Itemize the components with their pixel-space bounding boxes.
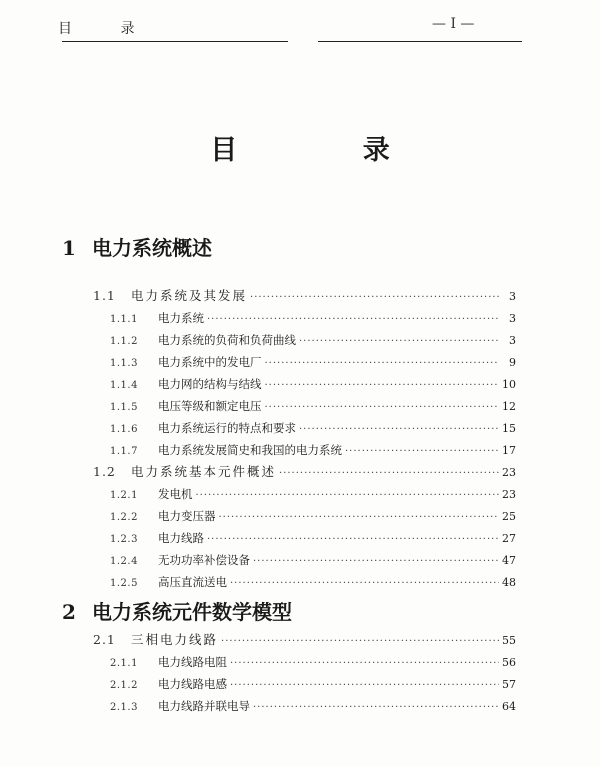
section-number: 1.2 [93, 464, 116, 479]
dot-leader [196, 485, 500, 507]
subsection-title: 电力线路电阻 [158, 655, 227, 669]
dot-leader [253, 551, 499, 573]
dot-leader [207, 309, 499, 331]
subsection-number: 1.1.3 [110, 358, 138, 369]
section-title: 三相电力线路 [131, 632, 219, 647]
toc-section-entry[interactable] [93, 461, 516, 483]
header-rule-right [318, 41, 522, 42]
page-number: 25 [502, 510, 516, 523]
subsection-number: 1.2.2 [110, 512, 138, 523]
section-number: 1.1 [93, 288, 116, 303]
dot-leader [230, 653, 499, 675]
page-number: 56 [502, 656, 516, 669]
running-header-page-number: — I — [432, 16, 475, 32]
page-number: 15 [502, 422, 516, 435]
subsection-title: 电力变压器 [158, 509, 216, 523]
page-number: 55 [502, 634, 516, 647]
page-number: 3 [509, 312, 516, 325]
dot-leader [230, 573, 499, 595]
toc-subsection-entry[interactable] [110, 307, 516, 329]
chapter-number: 2 [62, 600, 76, 624]
toc-subsection-entry[interactable] [110, 673, 516, 695]
toc-subsection-entry[interactable] [110, 651, 516, 673]
subsection-title: 电力系统发展简史和我国的电力系统 [158, 443, 342, 457]
dot-leader [299, 331, 499, 353]
toc-section-entry[interactable] [93, 285, 516, 307]
chapter-title: 电力系统概述 [92, 236, 212, 260]
toc-subsection-entry[interactable] [110, 351, 516, 373]
subsection-number: 1.2.1 [110, 490, 138, 501]
dot-leader [265, 353, 500, 375]
subsection-title: 电力系统的负荷和负荷曲线 [158, 333, 296, 347]
subsection-title: 电力系统中的发电厂 [158, 355, 262, 369]
subsection-title: 电力系统运行的特点和要求 [158, 421, 296, 435]
subsection-number: 1.1.5 [110, 402, 138, 413]
header-rule-left [62, 41, 288, 42]
toc-section-entry[interactable] [93, 629, 516, 651]
chapter-number: 1 [62, 236, 76, 260]
subsection-title: 电力线路电感 [158, 677, 227, 691]
dot-leader [299, 419, 499, 441]
toc-subsection-entry[interactable] [110, 417, 516, 439]
chapter-heading[interactable] [62, 596, 292, 625]
subsection-title: 无功功率补偿设备 [158, 553, 250, 567]
page-number: 47 [502, 554, 516, 567]
toc-subsection-entry[interactable] [110, 439, 516, 461]
page-number: 64 [502, 700, 516, 713]
dot-leader [345, 441, 499, 463]
subsection-number: 1.1.2 [110, 336, 138, 347]
subsection-number: 2.1.3 [110, 702, 138, 713]
subsection-title: 电力网的结构与结线 [158, 377, 262, 391]
page-number: 9 [509, 356, 516, 369]
page-number: 48 [502, 576, 516, 589]
subsection-title: 高压直流送电 [158, 575, 227, 589]
page-title: 目 录 [210, 135, 448, 166]
subsection-number: 2.1.1 [110, 658, 138, 669]
page-number: 12 [502, 400, 516, 413]
running-header-title: 目 录 [58, 21, 157, 37]
page-number: 3 [509, 334, 516, 347]
subsection-number: 1.1.7 [110, 446, 138, 457]
dot-leader [265, 397, 500, 419]
toc-subsection-entry[interactable] [110, 505, 516, 527]
toc-subsection-entry[interactable] [110, 395, 516, 417]
toc-subsection-entry[interactable] [110, 329, 516, 351]
page-number: 23 [502, 488, 516, 501]
toc-subsection-entry[interactable] [110, 695, 516, 717]
subsection-title: 电力线路 [158, 531, 204, 545]
subsection-number: 1.1.1 [110, 314, 138, 325]
toc-subsection-entry[interactable] [110, 549, 516, 571]
dot-leader [207, 529, 499, 551]
subsection-title: 发电机 [158, 487, 193, 501]
subsection-title: 电压等级和额定电压 [158, 399, 262, 413]
toc-subsection-entry[interactable] [110, 483, 516, 505]
chapter-heading[interactable] [62, 232, 212, 261]
toc-subsection-entry[interactable] [110, 571, 516, 593]
subsection-title: 电力系统 [158, 311, 204, 325]
subsection-number: 1.2.5 [110, 578, 138, 589]
dot-leader [221, 631, 499, 653]
dot-leader [253, 697, 499, 719]
chapter-title: 电力系统元件数学模型 [92, 600, 292, 624]
subsection-number: 2.1.2 [110, 680, 138, 691]
page-number: 27 [502, 532, 516, 545]
page-number: 23 [502, 466, 516, 479]
dot-leader [279, 463, 499, 485]
page-number: 10 [502, 378, 516, 391]
subsection-number: 1.2.4 [110, 556, 138, 567]
dot-leader [219, 507, 500, 529]
dot-leader [250, 287, 499, 309]
page-number: 3 [509, 290, 516, 303]
toc-subsection-entry[interactable] [110, 373, 516, 395]
subsection-number: 1.2.3 [110, 534, 138, 545]
page-number: 17 [502, 444, 516, 457]
subsection-number: 1.1.6 [110, 424, 138, 435]
subsection-title: 电力线路并联电导 [158, 699, 250, 713]
section-number: 2.1 [93, 632, 116, 647]
page-number: 57 [502, 678, 516, 691]
subsection-number: 1.1.4 [110, 380, 138, 391]
section-title: 电力系统及其发展 [131, 288, 248, 303]
toc-subsection-entry[interactable] [110, 527, 516, 549]
dot-leader [265, 375, 500, 397]
dot-leader [230, 675, 499, 697]
section-title: 电力系统基本元件概述 [131, 464, 277, 479]
